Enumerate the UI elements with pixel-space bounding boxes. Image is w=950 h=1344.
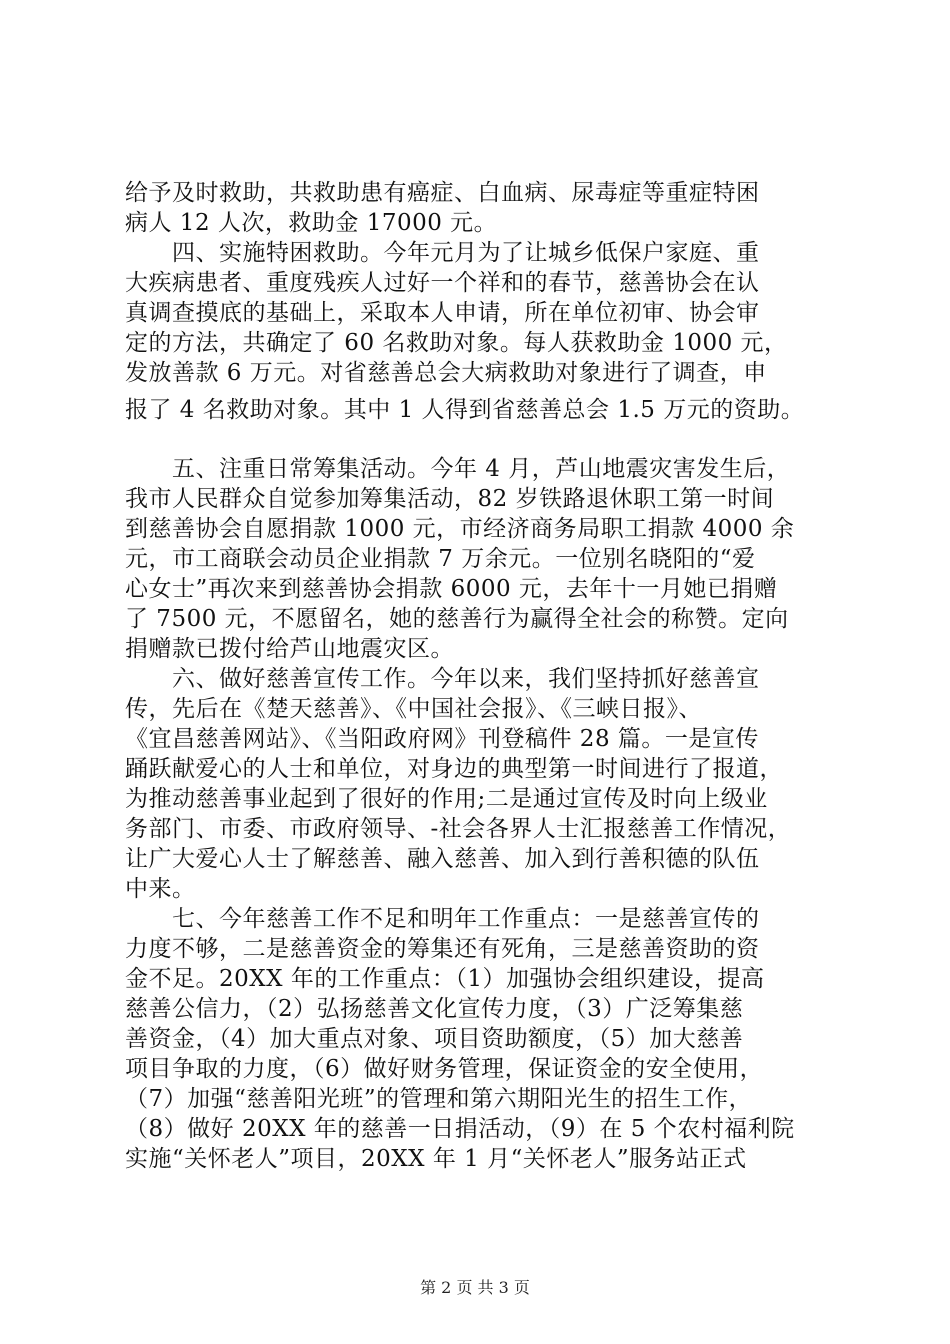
body-line: 到慈善协会自愿捐款 1000 元，市经济商务局职工捐款 4000 余 (125, 516, 795, 542)
body-line: 心女士”再次来到慈善协会捐款 6000 元，去年十一月她已捐赠 (125, 576, 778, 602)
body-line: 让广大爱心人士了解慈善、融入慈善、加入到行善积德的队伍 (125, 846, 760, 872)
body-line: 大疾病患者、重度残疾人过好一个祥和的春节，慈善协会在认 (125, 270, 760, 296)
body-line: （7）加强“慈善阳光班”的管理和第六期阳光生的招生工作， (125, 1086, 753, 1112)
page-footer: 第 2 页 共 3 页 (420, 1278, 530, 1297)
body-line: 元，市工商联会动员企业捐款 7 万余元。一位别名晓阳的“爱 (125, 546, 756, 572)
body-line: 报了 4 名救助对象。其中 1 人得到省慈善总会 1.5 万元的资助。 (125, 397, 805, 423)
body-line: 实施“关怀老人”项目，20XX 年 1 月“关怀老人”服务站正式 (125, 1146, 747, 1172)
body-line: 六、做好慈善宣传工作。今年以来，我们坚持抓好慈善宣 (125, 666, 760, 692)
body-line: 为推动慈善事业起到了很好的作用;二是通过宣传及时向上级业 (125, 786, 768, 812)
body-line: 定的方法，共确定了 60 名救助对象。每人获救助金 1000 元， (125, 330, 788, 356)
body-line: 务部门、市委、市政府领导、-社会各界人士汇报慈善工作情况， (125, 816, 792, 842)
body-line: 五、注重日常筹集活动。今年 4 月，芦山地震灾害发生后， (125, 456, 791, 482)
body-line: 真调查摸底的基础上，采取本人申请，所在单位初审、协会审 (125, 300, 760, 326)
body-line: 项目争取的力度，（6）做好财务管理，保证资金的安全使用， (125, 1056, 764, 1082)
body-line: 善资金，（4）加大重点对象、项目资助额度，（5）加大慈善 (125, 1026, 744, 1052)
body-line: 给予及时救助，共救助患有癌症、白血病、尿毒症等重症特困 (125, 180, 760, 206)
body-line: 捐赠款已拨付给芦山地震灾区。 (125, 636, 454, 662)
body-line: 了 7500 元，不愿留名，她的慈善行为赢得全社会的称赞。定向 (125, 606, 789, 632)
body-line: 踊跃献爱心的人士和单位，对身边的典型第一时间进行了报道， (125, 756, 783, 782)
body-line: 慈善公信力，（2）弘扬慈善文化宣传力度，（3）广泛筹集慈 (125, 996, 744, 1022)
body-line: 四、实施特困救助。今年元月为了让城乡低保户家庭、重 (125, 240, 760, 266)
body-line: 中来。 (125, 876, 196, 902)
body-line: 发放善款 6 万元。对省慈善总会大病救助对象进行了调查，申 (125, 360, 767, 386)
body-line: 传，先后在《楚天慈善》、《中国社会报》、《三峡日报》、 (125, 696, 702, 722)
body-line: （8）做好 20XX 年的慈善一日捐活动，（9）在 5 个农村福利院 (125, 1116, 795, 1142)
body-line: 我市人民群众自觉参加筹集活动，82 岁铁路退休职工第一时间 (125, 486, 775, 512)
body-line: 七、今年慈善工作不足和明年工作重点：一是慈善宣传的 (125, 906, 760, 932)
body-line: 病人 12 人次，救助金 17000 元。 (125, 210, 498, 236)
body-line: 《宜昌慈善网站》、《当阳政府网》刊登稿件 28 篇。一是宣传 (125, 726, 759, 752)
body-line: 力度不够，二是慈善资金的筹集还有死角，三是慈善资助的资 (125, 936, 760, 962)
body-line: 金不足。20XX 年的工作重点：（1）加强协会组织建设，提高 (125, 966, 765, 992)
